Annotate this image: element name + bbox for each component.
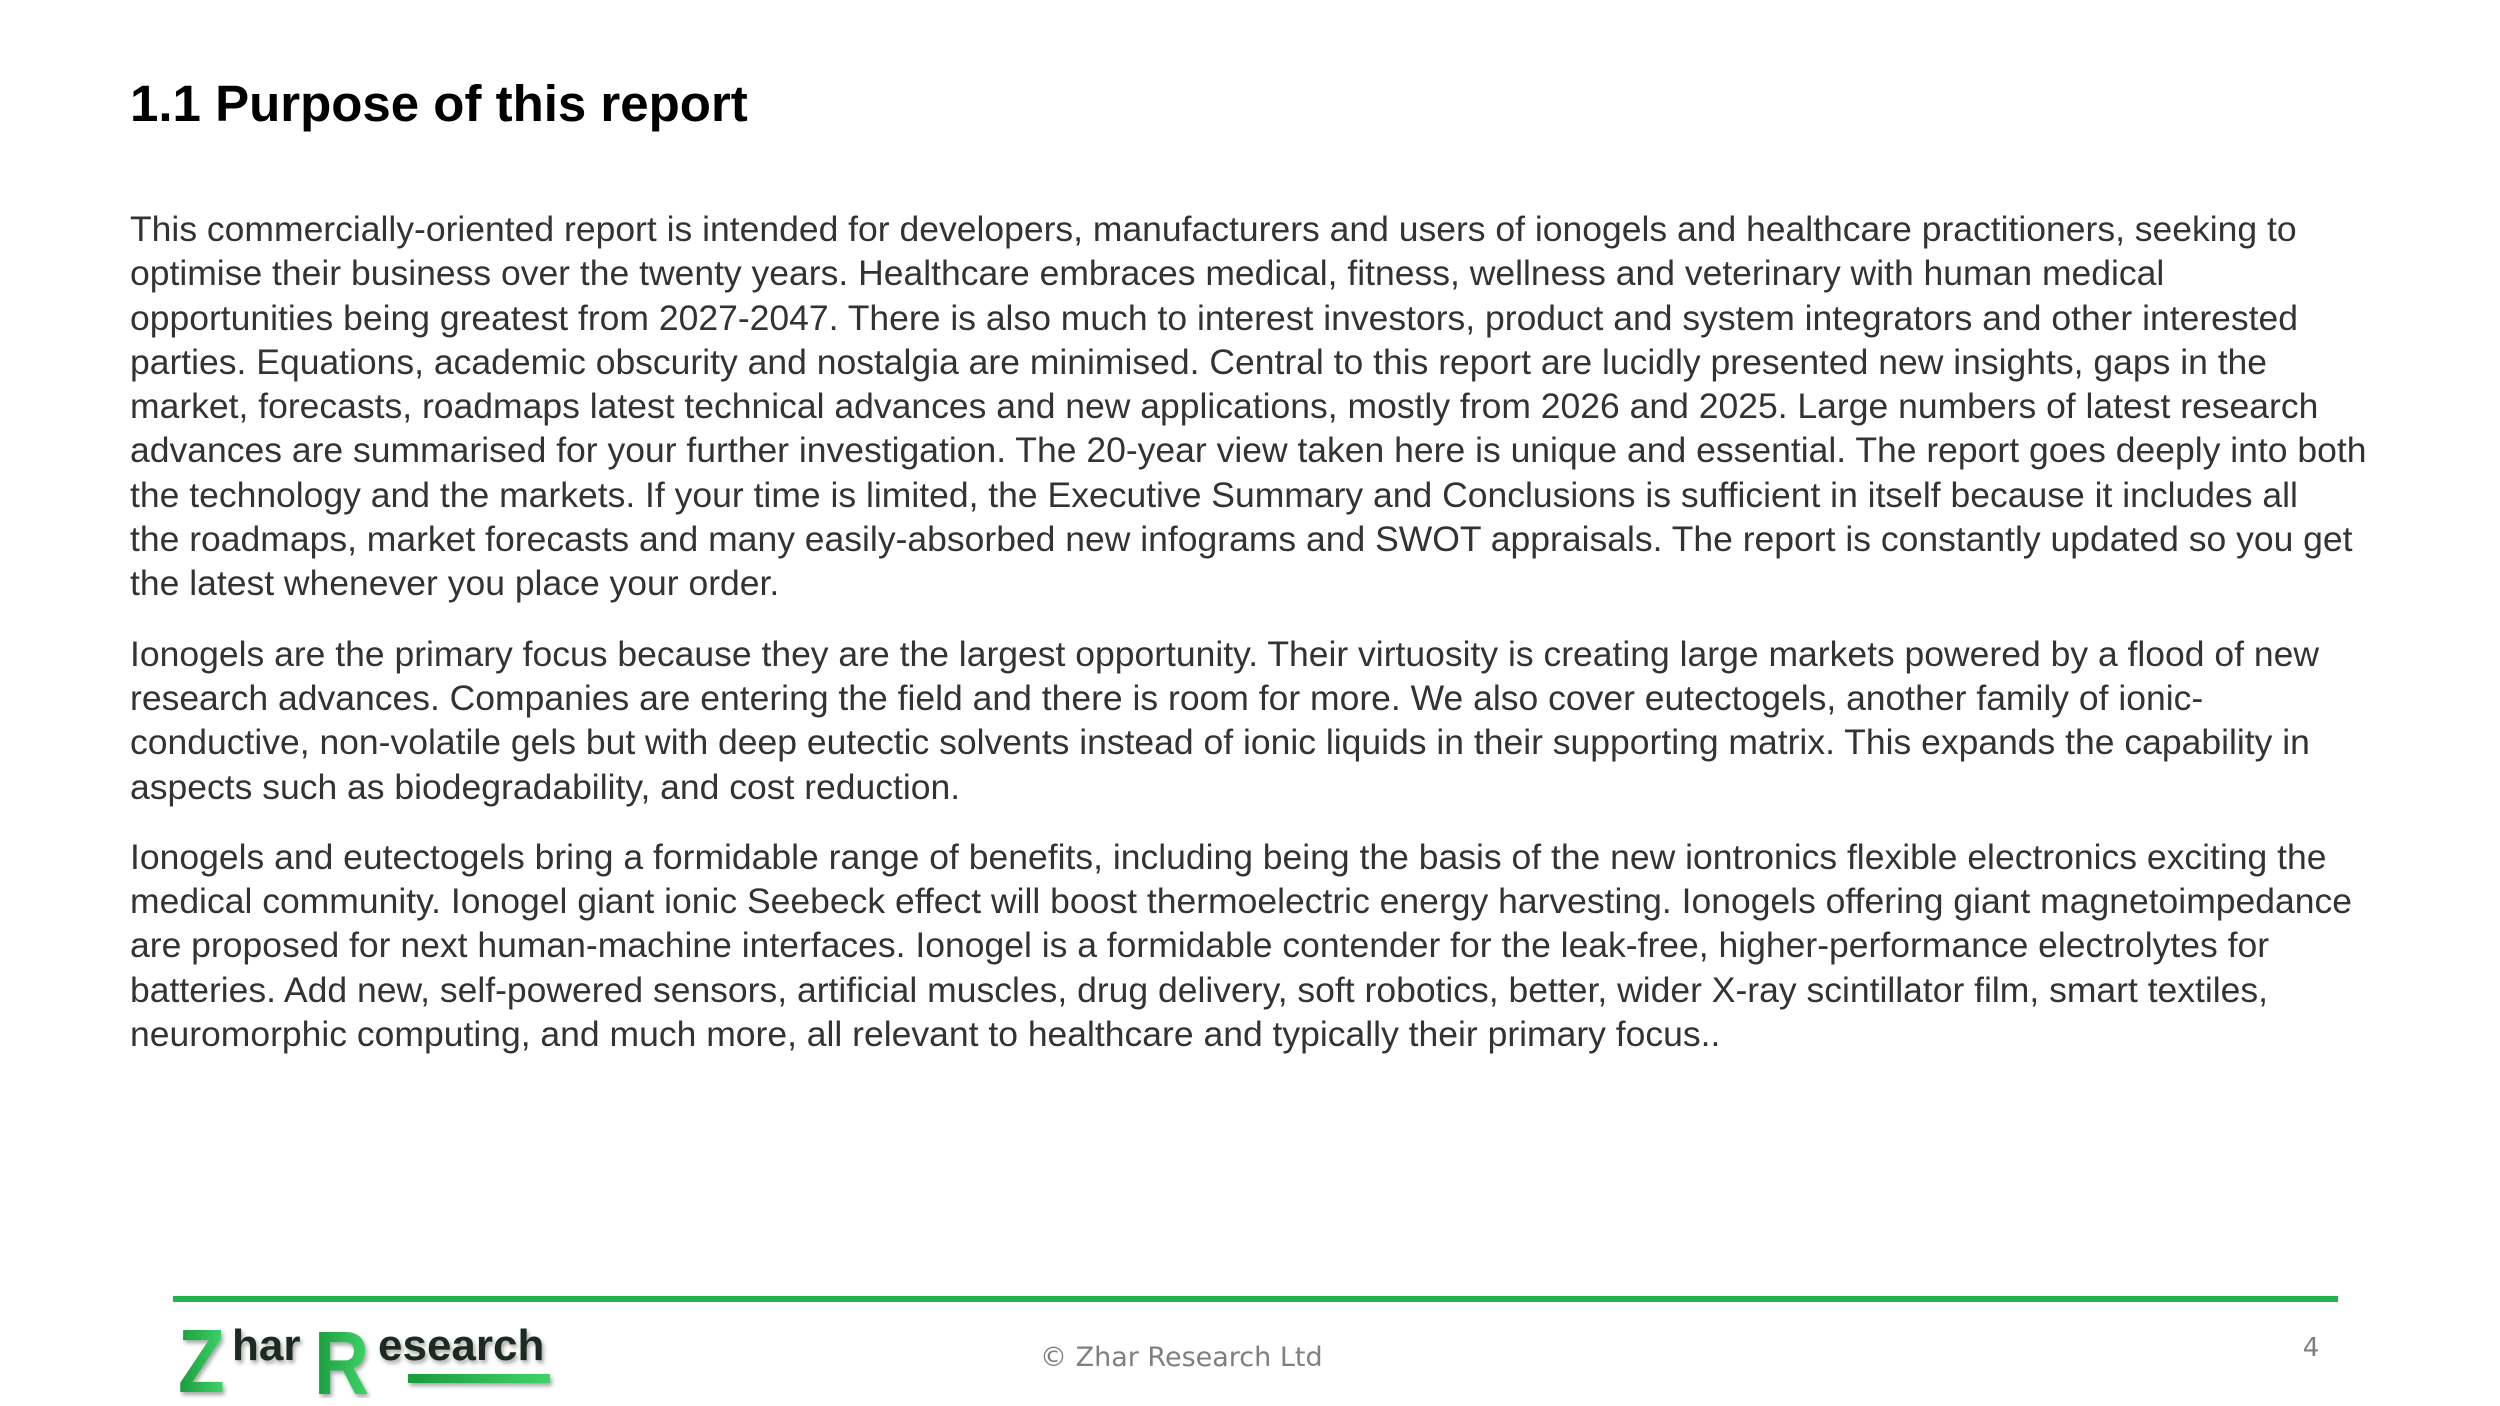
logo-underline xyxy=(408,1374,550,1383)
logo-letter-r: R xyxy=(314,1312,370,1398)
body-text xyxy=(130,207,2460,1082)
logo-text-har: har xyxy=(232,1321,301,1370)
logo-text-esearch: esearch xyxy=(378,1321,545,1370)
zhar-research-logo xyxy=(178,1312,558,1398)
logo-letter-z: Z xyxy=(178,1312,225,1398)
paragraph-benefits: Ionogels and eutectogels bring a formidable range of benefits, including being the basis of the new iontronics flexible electronics exciting the medical community. Ionogel giant ionic Seebeck effect will boost thermoelectric energy harvesting. Ionogels offering giant magnetoimpedance are proposed for next human-machine interfaces. Ionogel is a formidable contender for the leak-free, higher-performance electrolytes for batteries. Add new, self-powered sensors, artificial muscles, drug delivery, soft robotics, better, wider X-ray scintillator film, smart textiles, neuromorphic computing, and much more, all relevant to healthcare and typically their primary focus.. xyxy=(130,836,2352,1055)
page-number: 4 xyxy=(2302,1333,2320,1363)
footer-divider xyxy=(173,1296,2338,1302)
paragraph-ionogels-focus: Ionogels are the primary focus because they are the largest opportunity. Their virtuosity is creating large markets powered by a flood of new research advances. Companies are entering the field and there is room for more. We also cover eutectogels, another family of ionic- conductive, non-volatile gels but with deep eutectic solvents instead of ionic liquids in their supporting matrix. This expands the capability in aspects such as biodegradability, and cost reduction. xyxy=(130,633,2319,807)
page-title: 1.1 Purpose of this report xyxy=(130,75,748,132)
paragraph-purpose: This commercially-oriented report is intended for developers, manufacturers and users of ionogels and healthcare practitioners, seeking to optimise their business over the twenty years. Healthcare embraces medical, fitness, wellness and veterinary with human medical opportunities being greatest from 2027-2047. There is also much to interest investors, product and system integrators and other interested parties. Equations, academic obscurity and nostalgia are minimised. Central to this report are lucidly presented new insights, gaps in the market, forecasts, roadmaps latest technical advances and new applications, mostly from 2026 and 2025. Large numbers of latest research advances are summarised for your further investigation. The 20-year view taken here is unique and essential. The report goes deeply into both the technology and the markets. If your time is limited, the Executive Summary and Conclusions is sufficient in itself because it includes all the roadmaps, market forecasts and many easily-absorbed new infograms and SWOT appraisals. The report is constantly updated so you get the latest whenever you place your order. xyxy=(130,209,2367,604)
copyright-notice: © Zhar Research Ltd xyxy=(1040,1342,1323,1373)
